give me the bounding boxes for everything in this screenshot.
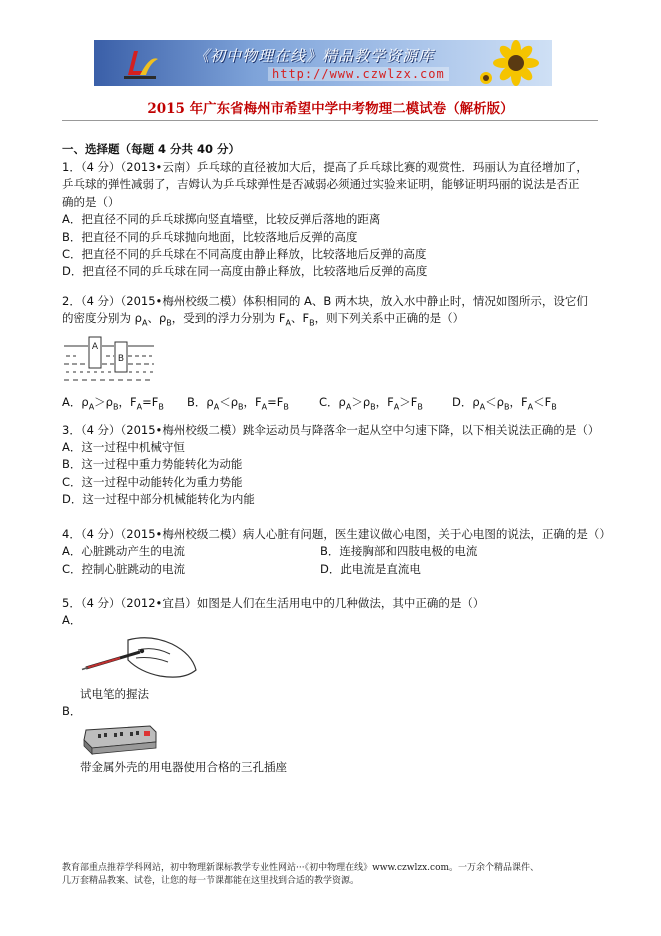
- site-logo-icon: [120, 45, 160, 81]
- section-heading: 一、选择题（每题 4 分共 40 分）: [62, 142, 241, 156]
- option-b-caption: 带金属外壳的用电器使用合格的三孔插座: [80, 760, 287, 775]
- option-a-label: A．: [62, 613, 82, 628]
- q4-options: [62, 543, 607, 578]
- question-text-line: 4．（4 分）（2015•梅州校级二模）病人心脏有问题，医生建议做心电图，关于心电图的说法，正确的是（）: [62, 526, 611, 541]
- option-a: A．$\rho_A>\rho_B$，$F_A=F_B$: [62, 394, 164, 411]
- option-b: B．连接胸部和四肢电极的电流: [320, 544, 478, 559]
- title-divider: [62, 120, 598, 121]
- question-text-line: 3．（4 分）（2015•梅州校级二模）跳伞运动员与降落伞一起从空中匀速下降，以下相关说法正确的是（）: [62, 422, 600, 437]
- option-c: C．这一过程中动能转化为重力势能: [62, 474, 243, 489]
- site-banner: [94, 40, 552, 86]
- question-5: [62, 595, 607, 776]
- option-a: A．心脏跳动产生的电流: [62, 544, 185, 559]
- question-text-line: 5．（4 分）（2012•宜昌）如图是人们在生活用电中的几种做法，其中正确的是（）: [62, 595, 485, 610]
- footer-line: 几万套精品教案、试卷，让您的每一节课都能在这里找到合适的教学资源。: [62, 876, 360, 886]
- block-b-label: B: [117, 353, 125, 364]
- question-text-line: 的密度分别为 $\rho_A$、$\rho_B$，受到的浮力分别为 $F_A$、$F_B$，则下列关系中正确的是（）: [62, 311, 465, 328]
- question-text-line: 1．（4 分）（2013•云南）乒乓球的直径被加大后，提高了乒乓球比赛的观赏性．玛丽认为直径增加了，: [62, 160, 588, 174]
- exam-content: [62, 130, 611, 776]
- sunflower-icon: [478, 40, 548, 86]
- question-text-line: 确的是（）: [62, 194, 120, 209]
- option-c: C．$\rho_A>\rho_B$，$F_A>F_B$: [319, 394, 423, 411]
- option-b: B．这一过程中重力势能转化为动能: [62, 457, 243, 472]
- page-footer: [62, 862, 612, 888]
- option-c: C．把直径不同的乒乓球在不同高度由静止释放，比较落地后反弹的高度: [62, 247, 427, 262]
- banner-title: 《初中物理在线》精品教学资源库: [194, 47, 435, 65]
- option-d: D．把直径不同的乒乓球在同一高度由静止释放，比较落地后反弹的高度: [62, 264, 428, 279]
- question-2: [62, 293, 607, 412]
- option-b: B．把直径不同的乒乓球抛向地面，比较落地后反弹的高度: [62, 229, 358, 244]
- question-text-line: 乒乓球的弹性减弱了，吉姆认为乒乓球弹性是否减弱必须通过实验来证明，能够证明玛丽的说法是否正: [62, 177, 580, 192]
- question-text-line: 2．（4 分）（2015•梅州校级二模）体积相同的 A、B 两木块，放入水中静止时，情况如图所示，设它们: [62, 293, 588, 308]
- option-d: D．这一过程中部分机械能转化为内能: [62, 492, 255, 507]
- power-strip-icon: [80, 722, 160, 757]
- question-4: [62, 526, 611, 578]
- option-d: D．此电流是直流电: [320, 561, 421, 576]
- question-3: [62, 422, 607, 509]
- banner-url: http://www.czwlzx.com: [268, 67, 449, 81]
- floating-blocks-figure: [62, 336, 157, 386]
- option-b: B．$\rho_A<\rho_B$，$F_A=F_B$: [187, 394, 289, 411]
- q2-options: [62, 392, 607, 412]
- footer-line: 教育部重点推荐学科网站，初中物理新课标教学专业性网站···《初中物理在线》www.czwlzx.com。一万余个精品课件、: [62, 863, 540, 873]
- question-1: [62, 159, 607, 281]
- option-a: A．把直径不同的乒乓球掷向竖直墙壁，比较反弹后落地的距离: [62, 212, 381, 227]
- option-b-label: B．: [62, 703, 82, 718]
- page-title: 2015 年广东省梅州市希望中学中考物理二模试卷（解析版）: [147, 101, 514, 117]
- option-a-caption: 试电笔的握法: [80, 686, 149, 701]
- option-d: D．$\rho_A<\rho_B$，$F_A<F_B$: [452, 394, 557, 411]
- block-a-label: A: [91, 341, 99, 352]
- option-a: A．这一过程中机械守恒: [62, 440, 185, 455]
- test-pencil-hand-icon: [80, 632, 205, 684]
- option-c: C．控制心脏跳动的电流: [62, 561, 186, 576]
